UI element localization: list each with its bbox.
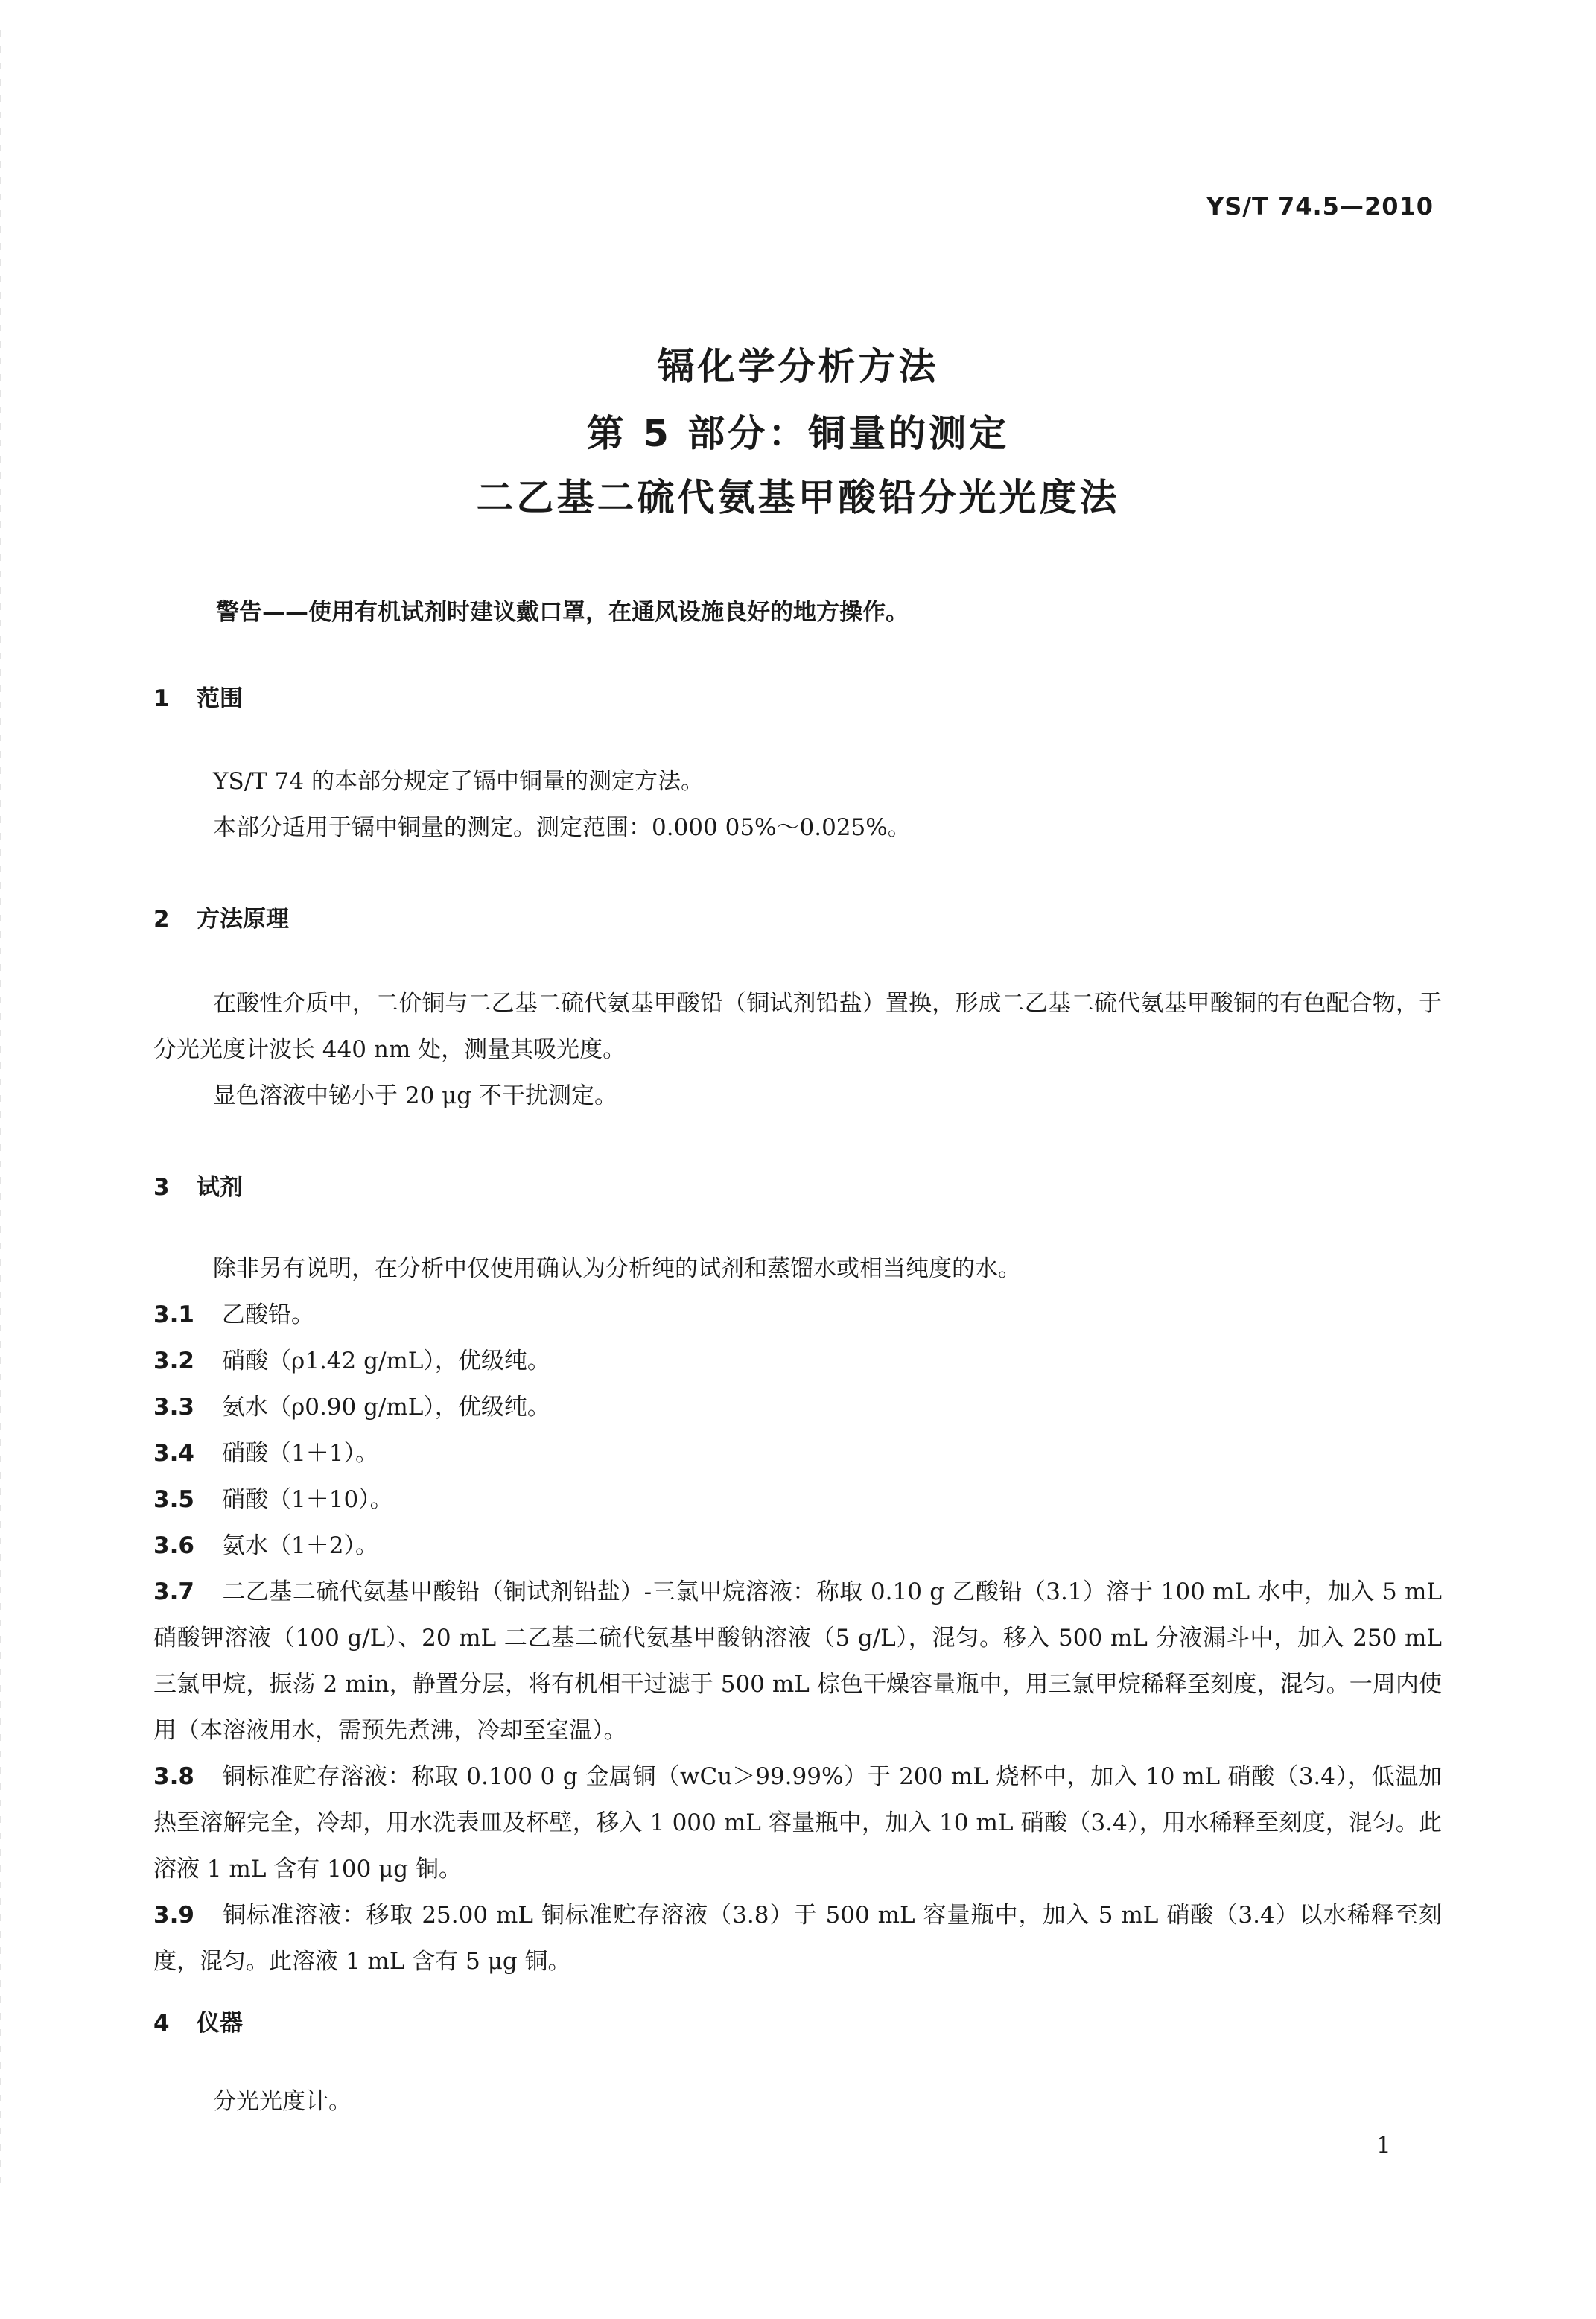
reagent-item: [153, 1476, 1442, 1523]
section-3-intro: 除非另有说明，在分析中仅使用确认为分析纯的试剂和蒸馏水或相当纯度的水。: [213, 1255, 1021, 1282]
section-number: 4: [153, 2010, 170, 2037]
section-1-paragraph-2: 本部分适用于镉中铜量的测定。测定范围：0.000 05%～0.025%。: [213, 814, 911, 841]
section-3-heading: [153, 1168, 243, 1202]
reagent-item: [153, 1430, 1442, 1476]
section-2-paragraph-2: 显色溶液中铋小于 20 μg 不干扰测定。: [213, 1082, 617, 1109]
item-text: 硝酸（1＋10）。: [222, 1486, 393, 1513]
section-1-heading: [153, 679, 243, 713]
item-number: 3.9: [153, 1902, 194, 1929]
section-number: 1: [153, 685, 170, 712]
item-number: 3.1: [153, 1301, 194, 1328]
section-2-paragraph-1: 在酸性介质中，二价铜与二乙基二硫代氨基甲酸铅（铜试剂铅盐）置换，形成二乙基二硫代氨基甲酸铜的有色配合物，于分光光度计波长 440 nm 处，测量其吸光度。: [153, 990, 1442, 1063]
item-text: 氨水（1＋2）。: [222, 1532, 378, 1559]
item-number: 3.7: [153, 1579, 194, 1605]
reagent-item: [153, 1892, 1442, 1985]
item-text: 二乙基二硫代氨基甲酸铅（铜试剂铅盐）-三氯甲烷溶液：称取 0.10 g 乙酸铅（3.1）溶于 100 mL 水中，加入 5 mL 硝酸钾溶液（100 g/L）、20 mL 二乙基二硫代氨基甲酸钠溶液（5 g/L），混匀。移入 500 mL 分液漏斗中，加入 250 mL 三氯甲烷，振荡 2 min，静置分层，将有机相干过滤于 500 mL 棕色干燥容量瓶中，用三氯甲烷稀释至刻度，混匀。一周内使用（本溶液用水，需预先煮沸，冷却至室温）。: [153, 1579, 1442, 1744]
item-text: 硝酸（1＋1）。: [222, 1440, 378, 1467]
warning-text: 警告——使用有机试剂时建议戴口罩，在通风设施良好的地方操作。: [216, 599, 909, 626]
item-text: 铜标准贮存溶液：称取 0.100 0 g 金属铜（wCu＞99.99%）于 200 mL 烧杯中，加入 10 mL 硝酸（3.4），低温加热至溶解完全，冷却，用水洗表皿及杯壁，移入 1 000 mL 容量瓶中，加入 10 mL 硝酸（3.4），用水稀释至刻度，混匀。此溶液 1 mL 含有 100 μg 铜。: [153, 1763, 1442, 1882]
section-title: 仪器: [197, 2010, 243, 2037]
reagent-item: [153, 1292, 1442, 1338]
section-title: 范围: [197, 685, 243, 712]
title-line-1: 镉化学分析方法: [657, 345, 939, 388]
item-number: 3.8: [153, 1763, 194, 1790]
section-2-heading: [153, 900, 289, 933]
section-title: 试剂: [197, 1174, 243, 1201]
section-number: 2: [153, 906, 170, 933]
title-line-2: 第 5 部分：铜量的测定: [586, 412, 1010, 455]
section-1-paragraph-1: YS/T 74 的本部分规定了镉中铜量的测定方法。: [213, 768, 704, 795]
reagent-item: [153, 1523, 1442, 1569]
item-number: 3.3: [153, 1394, 194, 1421]
item-number: 3.6: [153, 1532, 194, 1559]
item-number: 3.4: [153, 1440, 194, 1467]
item-number: 3.5: [153, 1486, 194, 1513]
item-number: 3.2: [153, 1348, 194, 1374]
item-text: 铜标准溶液：移取 25.00 mL 铜标准贮存溶液（3.8）于 500 mL 容量瓶中，加入 5 mL 硝酸（3.4）以水稀释至刻度，混匀。此溶液 1 mL 含有 5 μg 铜。: [153, 1902, 1442, 1975]
section-number: 3: [153, 1174, 170, 1201]
section-4-paragraph-1: 分光光度计。: [213, 2088, 352, 2115]
standard-code: YS/T 74.5—2010: [1206, 192, 1434, 221]
section-title: 方法原理: [197, 906, 289, 933]
page-number: 1: [1376, 2132, 1391, 2159]
item-text: 硝酸（ρ1.42 g/mL），优级纯。: [222, 1348, 550, 1374]
reagent-item: [153, 1569, 1442, 1754]
reagent-item: [153, 1384, 1442, 1430]
reagent-item: [153, 1338, 1442, 1384]
item-text: 乙酸铅。: [222, 1301, 314, 1328]
section-4-heading: [153, 2004, 243, 2037]
item-text: 氨水（ρ0.90 g/mL），优级纯。: [222, 1394, 550, 1421]
reagent-item: [153, 1754, 1442, 1892]
title-line-3: 二乙基二硫代氨基甲酸铅分光光度法: [476, 476, 1120, 519]
